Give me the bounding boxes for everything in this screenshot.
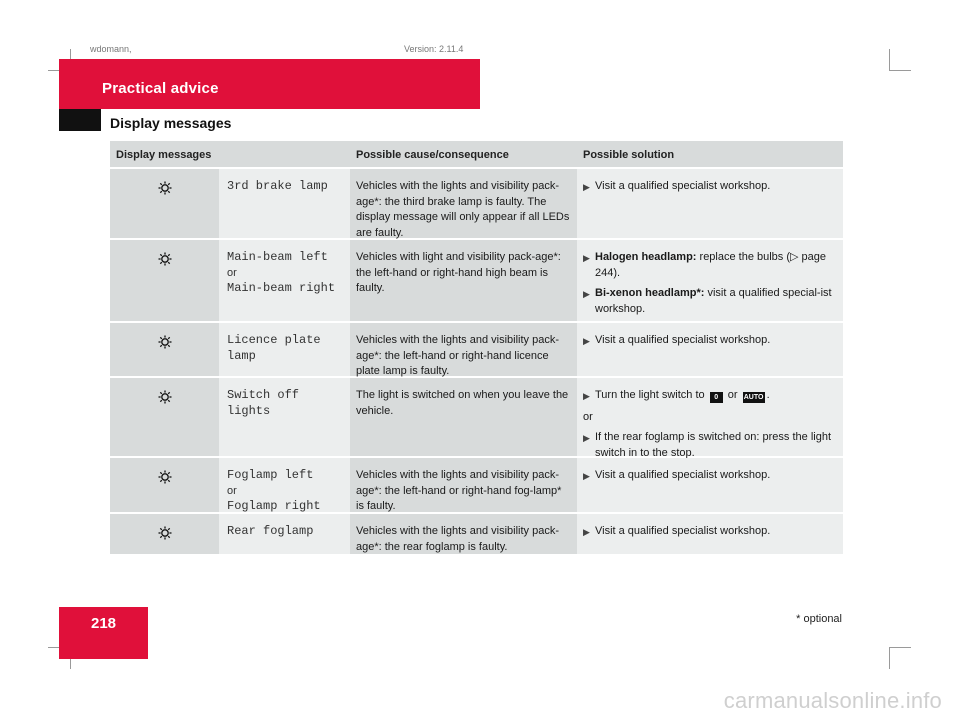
bulb-warning-icon [158, 335, 172, 349]
display-icon-cell [110, 323, 219, 376]
footnote-optional: * optional [796, 613, 842, 625]
crop-mark [889, 49, 890, 71]
cause-text: The light is switched on when you leave the vehicle. [350, 378, 577, 456]
bulb-warning-icon [158, 181, 172, 195]
display-message: Foglamp left or Foglamp right [219, 458, 350, 512]
solution-cell [577, 514, 843, 554]
solution-item: ▶ If the rear foglamp is switched on: press the light switch in to the stop. [583, 430, 839, 461]
arrow-right-icon: ▶ [583, 433, 590, 443]
table-row [110, 238, 843, 321]
arrow-right-icon: ▶ [583, 253, 590, 263]
column-header-messages: Display messages [116, 149, 212, 161]
column-header-solution: Possible solution [583, 149, 675, 161]
display-messages-table [110, 141, 843, 554]
light-switch-zero-icon: 0 [710, 392, 723, 403]
light-switch-auto-icon: AUTO [743, 394, 764, 401]
solution-item: ▶ Turn the light switch to 0 or AUTO . [583, 388, 839, 405]
display-message: 3rd brake lamp [219, 169, 350, 238]
cause-text: Vehicles with the lights and visibility pack-age*: the third brake lamp is faulty. The display message will only appear if all LEDs are faulty. [350, 169, 577, 238]
arrow-right-icon: ▶ [583, 471, 590, 481]
bulb-warning-icon [158, 526, 172, 540]
crop-mark [889, 647, 911, 648]
table-row [110, 512, 843, 554]
cause-text: Vehicles with the lights and visibility pack-age*: the left-hand or right-hand licence plate lamp is faulty. [350, 323, 577, 376]
crop-mark [889, 647, 890, 669]
display-message: Main-beam left or Main-beam right [219, 240, 350, 321]
print-meta-right: Version: 2.11.4 [404, 44, 464, 54]
display-icon-cell [110, 514, 219, 554]
or-separator: or [583, 410, 593, 423]
table-header [110, 141, 843, 167]
cause-text: Vehicles with the lights and visibility pack-age*: the rear foglamp is faulty. [350, 514, 577, 554]
bulb-warning-icon [158, 390, 172, 404]
solution-cell [577, 458, 843, 512]
solution-cell [577, 169, 843, 238]
subsection-title: Display messages [110, 115, 232, 131]
section-tab [59, 109, 101, 131]
display-message: Rear foglamp [219, 514, 350, 554]
solution-item: ▶ Visit a qualified specialist workshop. [583, 179, 839, 196]
solution-item: ▶ Halogen headlamp: replace the bulbs (▷ page 244). [583, 250, 839, 281]
arrow-right-icon: ▶ [583, 182, 590, 192]
solution-cell [577, 240, 843, 321]
table-row [110, 456, 843, 512]
solution-cell [577, 323, 843, 376]
watermark: carmanualsonline.info [723, 688, 942, 713]
arrow-right-icon: ▶ [583, 527, 590, 537]
crop-mark [889, 70, 911, 71]
table-row [110, 376, 843, 459]
print-meta-left: wdomann, [90, 44, 132, 54]
arrow-right-icon: ▶ [583, 336, 590, 346]
cause-text: Vehicles with light and visibility pack-age*: the left-hand or right-hand high beam is faulty. [350, 240, 577, 321]
solution-item: ▶ Visit a qualified specialist workshop. [583, 333, 839, 350]
display-message: Licence plate lamp [219, 323, 350, 376]
arrow-right-icon: ▶ [583, 391, 590, 401]
solution-cell [577, 378, 843, 459]
display-icon-cell [110, 240, 219, 321]
display-icon-cell [110, 378, 219, 456]
column-header-cause: Possible cause/consequence [356, 149, 509, 161]
bulb-warning-icon [158, 252, 172, 266]
arrow-right-icon: ▶ [583, 289, 590, 299]
display-icon-cell [110, 169, 219, 238]
table-row [110, 167, 843, 238]
solution-item: ▶ Bi-xenon headlamp*: visit a qualified special-ist workshop. [583, 286, 839, 317]
solution-item: ▶ Visit a qualified specialist workshop. [583, 468, 839, 485]
solution-item: ▶ Visit a qualified specialist workshop. [583, 524, 839, 541]
cause-text: Vehicles with the lights and visibility pack-age*: the left-hand or right-hand fog-lamp* is faulty. [350, 458, 577, 512]
bulb-warning-icon [158, 470, 172, 484]
table-row [110, 321, 843, 376]
display-icon-cell [110, 458, 219, 512]
page-number: 218 [90, 615, 117, 632]
display-message: Switch off lights [219, 378, 350, 456]
section-title: Practical advice [102, 80, 219, 97]
